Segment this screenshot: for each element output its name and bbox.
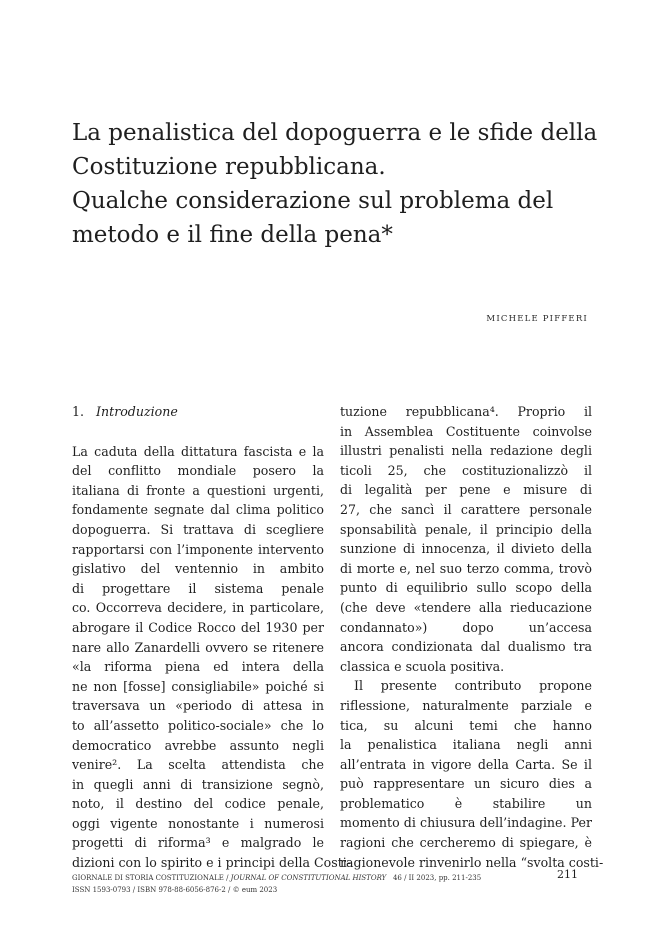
text-line: venire². La scelta attendista che xyxy=(72,757,324,773)
text-line: ragioni che cercheremo di spiegare, è xyxy=(340,835,592,851)
text-line: dizioni con lo spirito e i principi della Costi- xyxy=(72,855,352,871)
page-number: 211 xyxy=(557,868,578,881)
text-line: riflessione, naturalmente parziale e xyxy=(340,697,592,713)
text-line: tuzione repubblicana⁴. Proprio il xyxy=(340,404,592,419)
text-line: ragionevole rinvenirlo nella “svolta costi- xyxy=(340,854,604,870)
text-line: ne non [fosse] consigliabile» poiché si xyxy=(72,678,324,694)
text-line: La caduta della dittatura fascista e la xyxy=(72,443,324,459)
text-line: la penalistica italiana negli anni xyxy=(340,737,592,753)
title-line: Costituzione repubblicana. xyxy=(72,154,386,180)
text-line: italiana di fronte a questioni urgenti, xyxy=(72,482,324,498)
text-line: classica e scuola positiva. xyxy=(340,658,505,674)
journal-issue: 46 / II 2023, pp. 211-235 xyxy=(392,874,482,882)
left-column xyxy=(72,402,352,873)
text-line: ticoli 25, che costituzionalizzò il xyxy=(340,462,592,478)
text-line: problematico è stabilire un xyxy=(340,795,592,811)
text-line: democratico avrebbe assunto negli xyxy=(72,737,324,753)
text-line: di morte e, nel suo terzo comma, trovò xyxy=(340,560,592,576)
text-line: traversava un «periodo di attesa in xyxy=(72,698,324,714)
text-line: all’entrata in vigore della Carta. Se il xyxy=(340,756,592,772)
text-line: illustri penalisti nella redazione degli xyxy=(340,443,592,459)
text-line: può rappresentare un sicuro dies a xyxy=(340,776,592,792)
right-column xyxy=(340,402,604,872)
section-name: Introduzione xyxy=(96,404,178,419)
text-line: noto, il destino del codice penale, xyxy=(72,796,324,812)
text-line: tica, su alcuni temi che hanno xyxy=(340,717,592,733)
article-title xyxy=(72,116,598,252)
issn-line: ISSN 1593-0793 / ISBN 978-88-6056-876-2 / © eum 2023 xyxy=(72,886,278,894)
left-column-text xyxy=(72,442,352,873)
text-line: «la riforma piena ed intera della xyxy=(72,659,324,675)
text-line: (che deve «tendere alla rieducazione xyxy=(340,599,592,615)
text-line: 27, che sancì il carattere personale xyxy=(340,501,592,517)
text-line: in quegli anni di transizione segnò, xyxy=(72,776,324,792)
author-name: MICHELE PIFFERI xyxy=(486,314,588,324)
text-line: sunzione di innocenza, il divieto della xyxy=(340,541,592,557)
text-line: di progettare il sistema penale xyxy=(72,580,324,596)
text-line: sponsabilità penale, il principio della xyxy=(340,521,592,537)
text-line: progetti di riforma³ e malgrado le xyxy=(72,835,324,851)
text-line: nare allo Zanardelli ovvero se ritenere xyxy=(72,639,324,655)
text-line: dopoguerra. Si trattava di scegliere xyxy=(72,521,324,537)
title-line: metodo e il fine della pena* xyxy=(72,222,393,248)
right-column-text xyxy=(340,402,604,872)
page-footer xyxy=(72,868,578,896)
text-line: gislativo del ventennio in ambito xyxy=(72,561,324,577)
title-line: La penalistica del dopoguerra e le sfide della xyxy=(72,120,598,146)
text-line: ancora condizionata dal dualismo tra xyxy=(340,639,592,655)
text-line: del conflitto mondiale posero la xyxy=(72,463,324,479)
text-line: punto di equilibrio sullo scopo della xyxy=(340,580,592,596)
journal-title-en: JOURNAL OF CONSTITUTIONAL HISTORY xyxy=(230,874,387,882)
text-line: rapportarsi con l’imponente intervento xyxy=(72,541,324,557)
text-line: Il presente contributo propone xyxy=(354,678,592,694)
section-heading xyxy=(72,402,324,422)
title-line: Qualche considerazione sul problema del xyxy=(72,188,554,214)
text-line: condannato») dopo un’accesa xyxy=(340,619,592,635)
text-line: oggi vigente nonostante i numerosi xyxy=(72,815,324,831)
text-line: to all’assetto politico-sociale» che lo xyxy=(72,717,324,733)
text-line: in Assemblea Costituente coinvolse xyxy=(340,423,592,439)
text-line: co. Occorreva decidere, in particolare, xyxy=(72,600,324,616)
section-number: 1. xyxy=(72,404,85,419)
text-line: abrogare il Codice Rocco del 1930 per xyxy=(72,619,324,635)
journal-title-it: GIORNALE DI STORIA COSTITUZIONALE / xyxy=(72,874,229,882)
text-line: momento di chiusura dell’indagine. Per xyxy=(340,815,592,831)
text-line: fondamente segnate dal clima politico xyxy=(72,502,324,518)
text-line: di legalità per pene e misure di xyxy=(340,482,592,498)
